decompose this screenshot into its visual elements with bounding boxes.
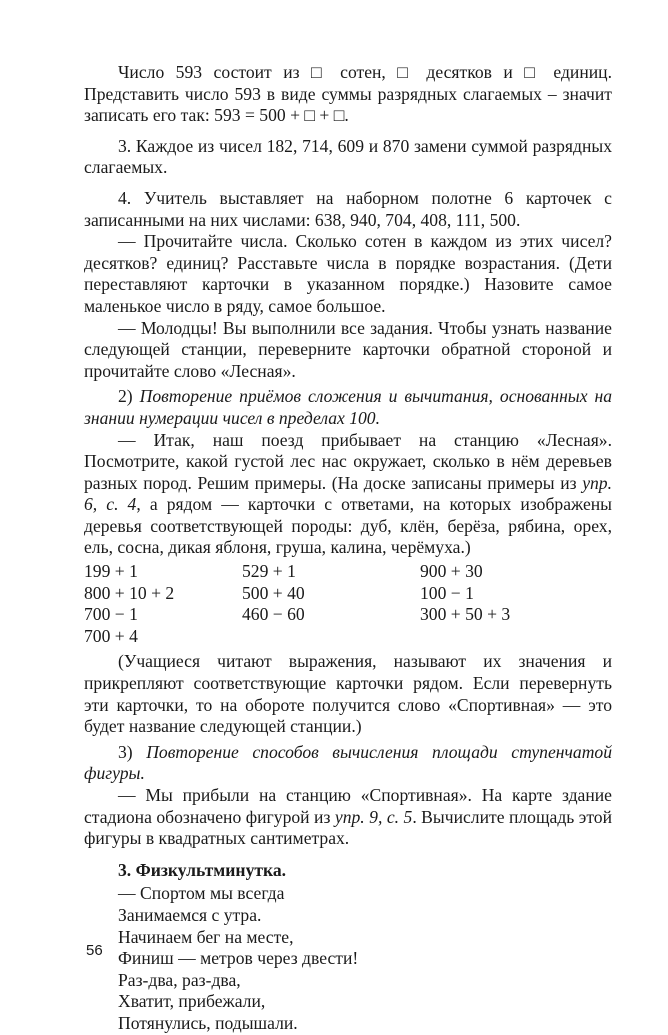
section-2-number: 2) bbox=[118, 386, 133, 407]
exercise-ref-6: упр. 6, с. 4 bbox=[84, 472, 612, 515]
paragraph-place-value: Число 593 состоит из □ сотен, □ десятков и □ единиц. Представить число 593 в виде суммы разрядных слагаемых – значит записать его так: 593 = 500 + □ + □. bbox=[84, 62, 612, 126]
example bbox=[242, 626, 420, 648]
section-3-title: Повторение способов вычисления площади ступенчатой фигуры. bbox=[84, 741, 612, 784]
section-3-number: 3) bbox=[118, 741, 133, 762]
example: 500 + 40 bbox=[242, 582, 305, 603]
text-column bbox=[84, 62, 612, 1035]
teacher-questions: — Прочитайте числа. Сколько сотен в каждом из этих чисел? десятков? единиц? Расставьте числа в порядке возрастания. (Дети переставляют карточки в указанном порядке.) Назовите самое маленькое число в ряду, самое большое. bbox=[84, 231, 612, 316]
example: 700 + 4 bbox=[84, 625, 138, 646]
teacher-praise: — Молодцы! Вы выполнили все задания. Чтобы узнать название следующей станции, переверните карточки обратной стороной и прочитайте слово «Лесная». bbox=[84, 317, 612, 381]
poem-line: — Спортом мы всегда bbox=[118, 883, 285, 904]
example: 300 + 50 + 3 bbox=[420, 604, 511, 625]
example: 900 + 30 bbox=[420, 561, 483, 582]
example: 529 + 1 bbox=[242, 561, 296, 582]
page-number: 56 bbox=[86, 942, 103, 959]
students-activity: (Учащиеся читают выражения, называют их значения и прикрепляют соответствующие карточки рядом. Если перевернуть эти карточки, то на обороте получится слово «Спортивная» — это будет название следующей станции.) bbox=[84, 651, 612, 737]
exercise-ref-9: упр. 9, с. 5 bbox=[334, 806, 413, 827]
example: 700 − 1 bbox=[84, 604, 138, 625]
station-sportivnaya-paragraph: — Мы прибыли на станцию «Спортивная». На карте здание стадиона обозначено фигурой из упр. 9, с. 5. Вычислите площадь этой фигуры в квадратных сантиметрах. bbox=[84, 785, 612, 849]
example: 800 + 10 + 2 bbox=[84, 582, 175, 603]
poem bbox=[84, 883, 612, 1034]
poem-line: Раз-два, раз-два, bbox=[118, 969, 241, 990]
poem-line: Начинаем бег на месте, bbox=[118, 926, 294, 947]
poem-line: Занимаемся с утра. bbox=[118, 904, 262, 925]
examples-grid bbox=[84, 561, 612, 647]
example bbox=[420, 626, 612, 648]
section-2-heading bbox=[84, 386, 612, 429]
section-3-heading bbox=[84, 742, 612, 785]
section-2-title: Повторение приёмов сложения и вычитания, основанных на знании нумерации чисел в пределах 100. bbox=[84, 386, 613, 428]
example: 199 + 1 bbox=[84, 561, 138, 582]
poem-line: Финиш — метров через двести! bbox=[118, 948, 359, 969]
task-4: 4. Учитель выставляет на наборном полотне 6 карточек с записанными на них числами: 638, 940, 704, 408, 111, 500. bbox=[84, 187, 612, 230]
poem-line: Потянулись, подышали. bbox=[118, 1012, 298, 1033]
task-3: 3. Каждое из чисел 182, 714, 609 и 870 замени суммой разрядных слагаемых. bbox=[84, 135, 612, 178]
example: 100 − 1 bbox=[420, 582, 474, 603]
section-heading-fizkultminutka: 3. Физкультминутка. bbox=[118, 859, 287, 880]
station-lesnaya-paragraph: — Итак, наш поезд прибывает на станцию «Лесная». Посмотрите, какой густой лес нас окружает, сколько в нём деревьев разных пород. Решим примеры. (На доске записаны примеры из упр. 6, с. 4, а рядом — карточки с ответами, на которых изображены деревья соответствующей породы: дуб, клён, берёза, рябина, орех, ель, сосна, дикая яблоня, груша, калина, черёмуха.) bbox=[84, 429, 612, 558]
example: 460 − 60 bbox=[242, 604, 305, 625]
poem-line: Хватит, прибежали, bbox=[118, 991, 266, 1012]
